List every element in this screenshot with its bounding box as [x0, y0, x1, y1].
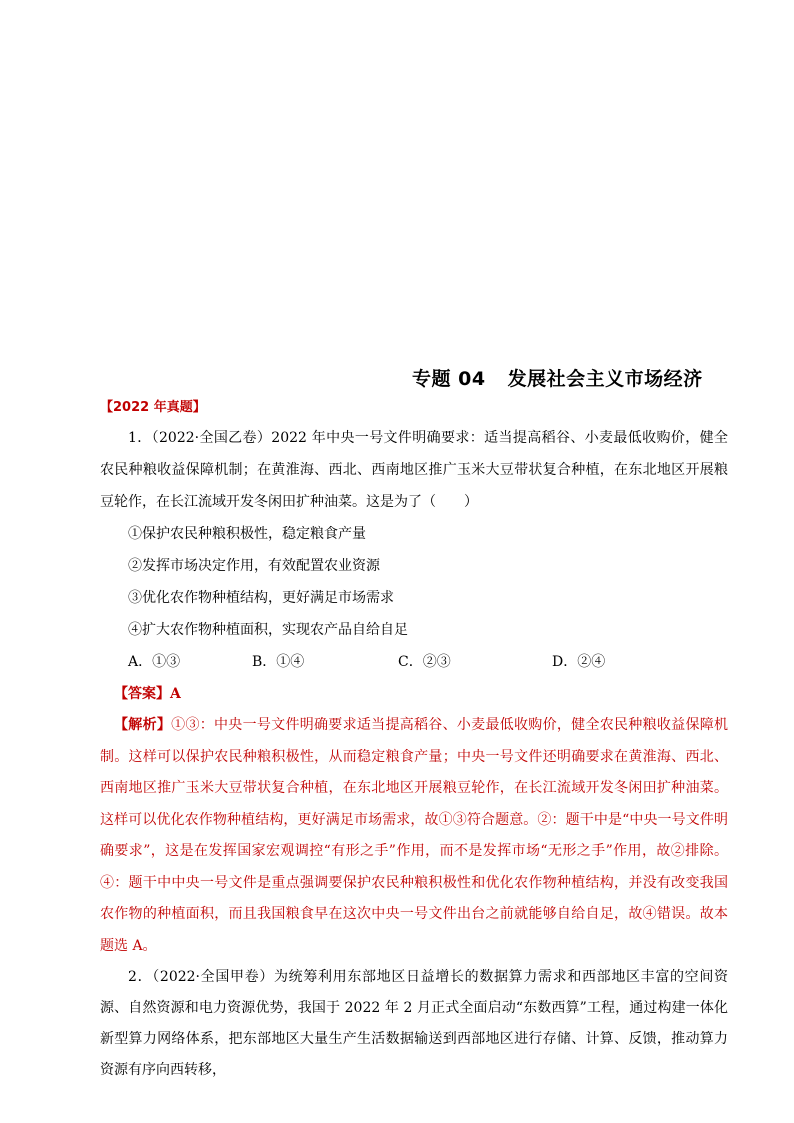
answer-label: 【答案】	[114, 686, 170, 702]
question-1-option-2: ②发挥市场决定作用，有效配置农业资源	[128, 558, 380, 574]
document-content	[100, 398, 728, 1086]
choice-d: D．②④	[552, 654, 606, 670]
section-label: 【2022 年真题】	[100, 400, 206, 415]
title-prefix: 专题 04	[412, 368, 486, 390]
analysis-label: 【解析】	[114, 717, 172, 733]
question-1-option-4: ④扩大农作物种植面积，实现农产品自给自足	[128, 622, 408, 638]
question-1-stem: 1．（2022·全国乙卷）2022 年中央一号文件明确要求：适当提高稻谷、小麦最低收购价，健全农民种粮收益保障机制；在黄淮海、西北、西南地区推广玉米大豆带状复合种植，在东北地区开展粮豆轮作，在长江流域开发冬闲田扩种油菜。这是为了（ ）	[100, 430, 728, 510]
answer-value: A	[170, 686, 181, 702]
page-title	[412, 364, 703, 391]
choice-b: B．①④	[252, 654, 305, 670]
question-1-answer	[100, 678, 728, 710]
analysis-text: ①③：中央一号文件明确要求适当提高稻谷、小麦最低收购价，健全农民种粮收益保障机制。这样可以保护农民种粮积极性，从而稳定粮食产量；中央一号文件还明确要求在黄淮海、西北、西南地区推广玉米大豆带状复合种植，在东北地区开展粮豆轮作，在长江流域开发冬闲田扩种油菜。这样可以优化农作物种植结构，更好满足市场需求，故①③符合题意。②：题干中是“中央一号文件明确要求”，这是在发挥国家宏观调控“有形之手”作用，而不是发挥市场“无形之手”作用，故②排除。④：题干中中央一号文件是重点强调要保护农民种粮积极性和优化农作物种植结构，并没有改变我国农作物的种植面积，而且我国粮食早在这次中央一号文件出台之前就能够自给自足，故④错误。故本题选 A。	[100, 717, 729, 954]
question-1-option-3: ③优化农作物种植结构，更好满足市场需求	[128, 590, 394, 606]
question-1-choices	[100, 646, 728, 678]
question-2-stem: 2．（2022·全国甲卷）为统筹利用东部地区日益增长的数据算力需求和西部地区丰富的空间资源、自然资源和电力资源优势，我国于 2022 年 2 月正式全面启动“东数西算”工程，通过构建一体化新型算力网络体系，把东部地区大量生产生活数据输送到西部地区进行存储、计算、反馈，推动算力资源有序向西转移，	[100, 969, 728, 1078]
question-1-option-1: ①保护农民种粮积极性，稳定粮食产量	[128, 526, 366, 542]
choice-c: C．②③	[398, 654, 451, 670]
choice-a: A．①③	[128, 654, 181, 670]
title-main: 发展社会主义市场经济	[507, 368, 703, 390]
question-1-analysis	[100, 710, 728, 962]
